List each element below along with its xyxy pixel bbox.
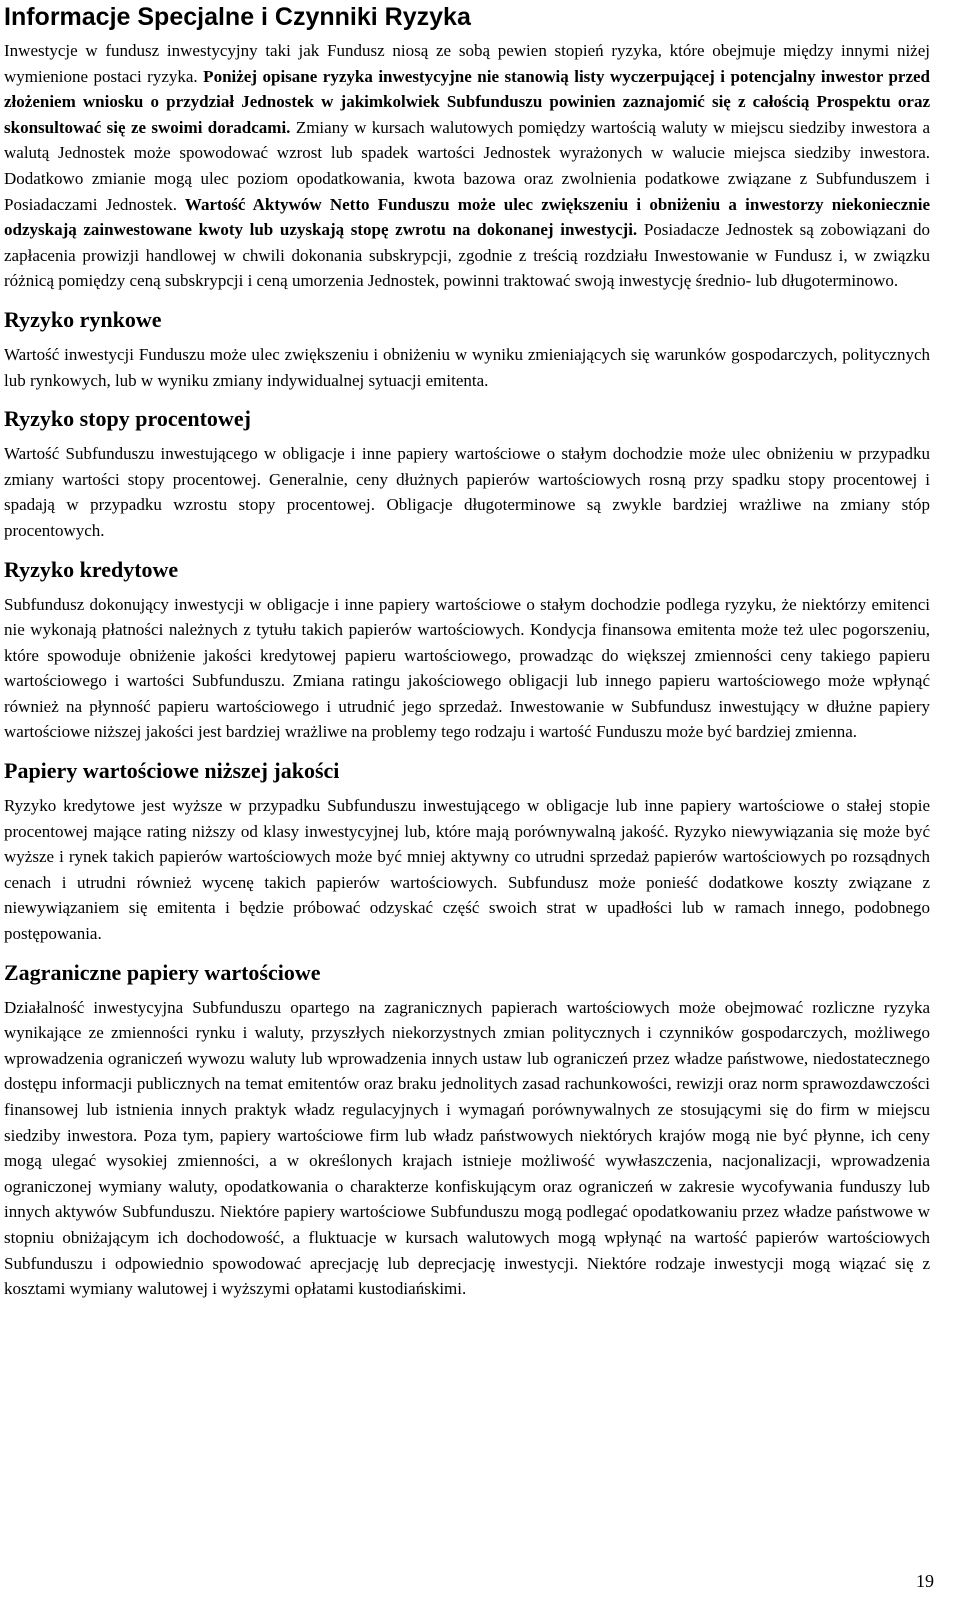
section-heading-interest-rate-risk: Ryzyko stopy procentowej (4, 406, 251, 432)
intro-paragraph (4, 38, 930, 294)
section-text-interest-rate-risk: Wartość Subfunduszu inwestującego w obligacje i inne papiery wartościowe o stałym dochodzie może ulec obniżeniu w przypadku zmiany wartości stopy procentowej. Generalnie, ceny dłużnych papierów wartościowych rosną przy spadku stopy procentowej i spadają w przypadku wzrostu stopy procentowej. Obligacje długoterminowe są zwykle bardziej wrażliwe na zmiany stóp procentowych. (4, 444, 930, 540)
page-title: Informacje Specjalne i Czynniki Ryzyka (4, 3, 471, 31)
intro-bold-2: Wartość Aktywów Netto Funduszu może ulec zwiększeniu i obniżeniu a inwestorzy niekoniecznie odzyskają zainwestowane kwoty lub uzyskają stopę zwrotu na dokonanej inwestycji. (4, 194, 930, 240)
section-text-low-quality-securities: Ryzyko kredytowe jest wyższe w przypadku Subfunduszu inwestującego w obligacje lub inne papiery wartościowe o stałej stopie procentowej mające rating niższy od klasy inwestycyjnej lub, które mają porównywalną jakość. Ryzyko niewywiązania się może być wyższe i rynek takich papierów wartościowych może być mniej aktywny co utrudni sprzedaż papierów wartościowych po rozsądnych cenach i utrudni również wycenę takich papierów wartościowych. Subfundusz może ponieść dodatkowe koszty związane z niewywiązaniem się emitenta i będzie próbować odzyskać część swoich strat w upadłości lub w ramach innego, podobnego postępowania. (4, 796, 930, 944)
section-text-market-risk: Wartość inwestycji Funduszu może ulec zwiększeniu i obniżeniu w wyniku zmieniających się warunków gospodarczych, politycznych lub rynkowych, lub w wyniku zmiany indywidualnej sytuacji emitenta. (4, 344, 930, 390)
document-page (4, 0, 930, 1302)
intro-text-2: Zmiany w kursach walutowych pomiędzy wartością waluty w miejscu siedziby inwestora a walutą Jednostek może spowodować wzrost lub spadek wartości Jednostek wyrażonych w walucie miejsca siedziby inwestora. Dodatkowo zmianie mogą ulec poziom opodatkowania, kwota bazowa oraz zwolnienia podatkowe związane z Subfunduszem i Posiadaczami Jednostek. (4, 117, 930, 214)
intro-text-3: Posiadacze Jednostek są zobowiązani do zapłacenia prowizji handlowej w chwili dokonania subskrypcji, zgodnie z treścią rozdziału Inwestowanie w Fundusz i, w związku różnicą pomiędzy ceną subskrypcji i ceną umorzenia Jednostek, powinni traktować swoją inwestycję średnio- lub długoterminowo. (4, 220, 930, 291)
section-heading-market-risk: Ryzyko rynkowe (4, 306, 162, 332)
section-heading-foreign-securities: Zagraniczne papiery wartościowe (4, 959, 321, 985)
intro-text-1: Inwestycje w fundusz inwestycyjny taki jak Fundusz niosą ze sobą pewien stopień ryzyka, które obejmuje między innymi niżej wymienione postaci ryzyka. (4, 41, 930, 86)
page-number: 19 (916, 1571, 934, 1591)
section-heading-credit-risk: Ryzyko kredytowe (4, 556, 179, 582)
section-text-foreign-securities: Działalność inwestycyjna Subfunduszu opartego na zagranicznych papierach wartościowych może obejmować rozliczne ryzyka wynikające ze zmienności rynku i waluty, przyszłych niekorzystnych zmian politycznych i czynników gospodarczych, możliwego wprowadzenia ograniczeń wywozu waluty lub wprowadzenia innych ustaw lub ograniczeń przez władze państwowe, niedostatecznego dostępu informacji publicznych na temat emitentów oraz braku jednolitych zasad rachunkowości, rewizji oraz norm sprawozdawczości finansowej lub istnienia innych praktyk władz regulacyjnych i wymagań porównywalnych ze stosującymi się do firm w miejscu siedziby inwestora. Poza tym, papiery wartościowe firm lub władz państwowych niektórych krajów mogą nie być płynne, ich ceny mogą ulegać wysokiej zmienności, a w określonych krajach istnieje możliwość wywłaszczenia, nacjonalizacji, wprowadzenia ograniczonej wymiany waluty, opodatkowania o charakterze konfiskującym oraz ograniczeń w zakresie wycofywania funduszy lub innych aktywów Subfunduszu. Niektóre papiery wartościowe Subfunduszu mogą podlegać opodatkowaniu przez władze państwowe w stopniu obniżającym ich dochodowość, a fluktuacje w kursach walutowych mogą wpłynąć na wartość papierów wartościowych Subfunduszu i odpowiednio spowodować aprecjację lub deprecjację inwestycji. Niektóre rodzaje inwestycji mogą wiązać się z kosztami wymiany walutowej i wyższymi opłatami kustodiańskimi. (4, 997, 930, 1299)
intro-bold-1: Poniżej opisane ryzyka inwestycyjne nie stanowią listy wyczerpującej i potencjalny inwestor przed złożeniem wniosku o przydział Jednostek w jakimkolwiek Subfunduszu powinien zaznajomić się z całością Prospektu oraz skonsultować się ze swoimi doradcami. (4, 66, 930, 137)
section-text-credit-risk: Subfundusz dokonujący inwestycji w obligacje i inne papiery wartościowe o stałym dochodzie podlega ryzyku, że niektórzy emitenci nie wykonają płatności należnych z tytułu takich papierów wartościowych. Kondycja finansowa emitenta może też ulec pogorszeniu, które spowoduje obniżenie jakości kredytowej papieru wartościowego, prowadząc do większej zmienności ceny takiego papieru wartościowego i wartości Subfunduszu. Zmiana ratingu jakościowego obligacji lub innego papieru wartościowego może wpłynąć również na płynność papieru wartościowego i utrudnić jego sprzedaż. Inwestowanie w Subfundusz inwestujący w dłużne papiery wartościowe niższej jakości jest bardziej wrażliwe na problemy tego rodzaju i wartość Funduszu może być bardziej zmienna. (4, 594, 930, 742)
section-heading-low-quality-securities: Papiery wartościowe niższej jakości (4, 758, 340, 784)
